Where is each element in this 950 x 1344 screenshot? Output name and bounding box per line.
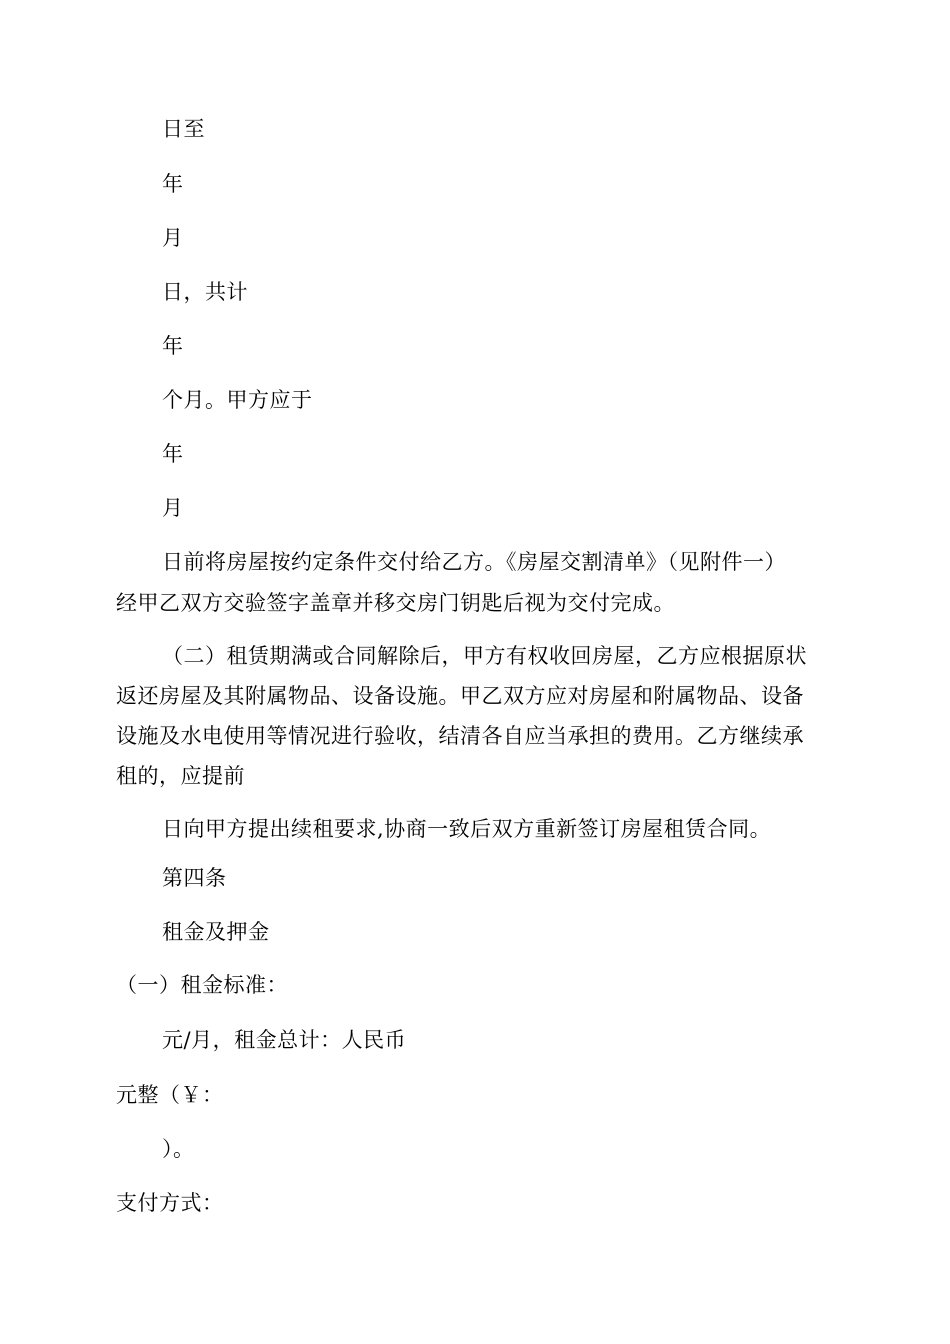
text-line: 元整（￥： [116, 1083, 224, 1107]
text-line: 月 [162, 226, 184, 250]
text-line: 年 [162, 442, 184, 466]
paragraph-line: 日前将房屋按约定条件交付给乙方。《房屋交割清单》（见附件一） [162, 550, 786, 574]
paragraph-line: 返还房屋及其附属物品、设备设施。甲乙双方应对房屋和附属物品、设备 [116, 684, 804, 708]
text-line: 日，共计 [162, 280, 248, 304]
text-line: 支付方式： [116, 1191, 224, 1215]
text-line: 年 [162, 172, 184, 196]
text-line: 元/月，租金总计：人民币 [162, 1028, 407, 1052]
text-line: 月 [162, 496, 184, 520]
paragraph-line: 日向甲方提出续租要求,协商一致后双方重新签订房屋租赁合同。 [162, 817, 772, 841]
text-line: ）。 [162, 1137, 195, 1161]
article-title: 租金及押金 [162, 920, 270, 944]
paragraph-line: 租的，应提前 [116, 764, 245, 788]
paragraph-line: （二）租赁期满或合同解除后，甲方有权收回房屋，乙方应根据原状 [162, 644, 807, 668]
text-line: 年 [162, 334, 184, 358]
paragraph-line: 经甲乙双方交验签字盖章并移交房门钥匙后视为交付完成。 [116, 591, 675, 615]
text-line: 个月。甲方应于 [162, 388, 313, 412]
paragraph-line: 设施及水电使用等情况进行验收，结清各自应当承担的费用。乙方继续承 [116, 724, 804, 748]
text-line: 日至 [162, 117, 205, 141]
section-heading: （一）租金标准： [116, 973, 288, 997]
article-number: 第四条 [162, 866, 227, 890]
